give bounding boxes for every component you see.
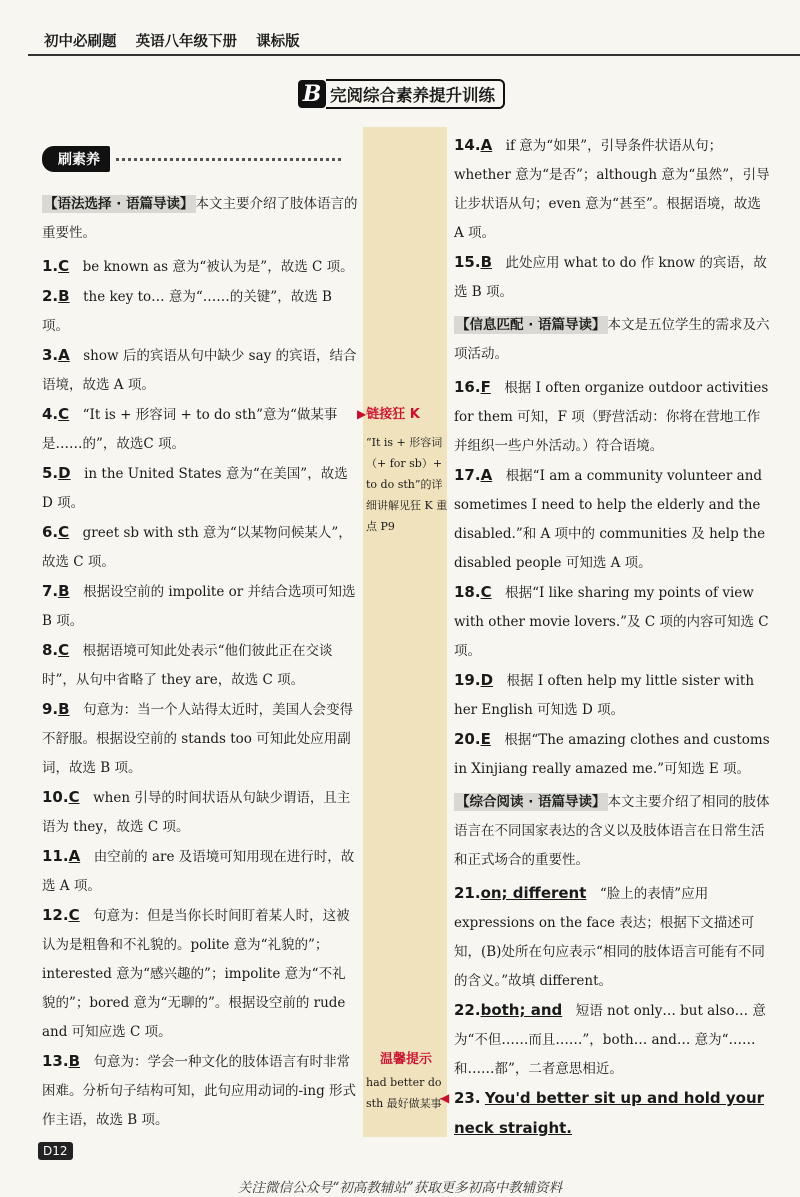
section-title-text: 完阅综合素养提升训练 [326, 79, 505, 109]
item-explanation: 根据“The amazing clothes and customs in Xinjiang really amazed me.”可知选 E 项。 [454, 732, 770, 777]
item-explanation: 根据“I am a community volunteer and sometimes I need to help the elderly and the disabled.”和 A 项中的 communities 及 help the disabled people 可知选 A 项。 [454, 468, 766, 571]
item-number: 7. [42, 582, 59, 600]
answer-item [454, 996, 772, 1084]
item-explanation: “脸上的表情”应用 expressions on the face 表达；根据下文描述可知，(B)处所在句应表示“相同的肢体语言可能有不同的含义。”故填 different。 [454, 886, 765, 989]
item-number: 22. [454, 1001, 481, 1019]
item-answer: D [58, 464, 71, 482]
link-note-text: “It is + 形容词（+ for sb）+ to do sth”的详细讲解见狂 K 重点 P9 [366, 436, 448, 533]
item-answer: B [58, 287, 70, 305]
right-answer-list-b [454, 373, 772, 784]
answer-item-23 [440, 1084, 772, 1144]
right-answer-list-c [454, 879, 772, 1084]
answer-item [42, 842, 358, 901]
item-explanation: 根据语境可知此处表示“他们彼此正在交谈时”，从句中省略了 they are，故选 C 项。 [42, 643, 333, 688]
answer-item [454, 131, 772, 248]
item-explanation: when 引导的时间状语从句缺少谓语，且主语为 they，故选 C 项。 [42, 790, 351, 835]
item-number: 14. [454, 136, 481, 154]
item-answer: C [58, 523, 70, 541]
answer-item [454, 578, 772, 666]
item-number: 5. [42, 464, 59, 482]
item-number: 18. [454, 583, 481, 601]
answer-item [42, 1047, 358, 1135]
item-answer: A [480, 466, 493, 484]
right-answer-list-a [454, 131, 772, 307]
item-number: 1. [42, 257, 59, 275]
side-note-strip [363, 127, 450, 1137]
item-explanation: 根据 I often help my little sister with her English 可知选 D 项。 [454, 673, 755, 718]
page-header [44, 30, 314, 51]
item-answer: E [480, 730, 491, 748]
item-explanation: the key to… 意为“……的关键”，故选 B 项。 [42, 289, 332, 334]
answer-item [42, 695, 358, 783]
book-name: 初中必刷题 [44, 34, 117, 50]
answer-item [454, 725, 772, 784]
skill-badge [42, 146, 341, 172]
answer-item [454, 879, 772, 996]
item-explanation: 句意为：但是当你长时间盯着某人时，这被认为是粗鲁和不礼貌的。polite 意为“礼貌的”；interested 意为“感兴趣的”；impolite 意为“不礼貌的”；bored 意为“无聊的”。根据设空前的 rude and 可知应选 C 项。 [42, 908, 350, 1040]
item-answer: A [480, 136, 493, 154]
item-number: 15. [454, 253, 481, 271]
skill-badge-label: 刷素养 [42, 146, 110, 172]
item-answer: B [68, 1052, 81, 1070]
item-answer: C [480, 583, 492, 601]
answer-item [42, 783, 358, 842]
answer-item [42, 459, 358, 518]
item-number: 20. [454, 730, 481, 748]
item-number: 9. [42, 700, 59, 718]
item-answer: both; and [480, 1001, 563, 1019]
left-column [42, 190, 358, 1135]
item-explanation: in the United States 意为“在美国”，故选 D 项。 [42, 466, 348, 511]
footer-text: 关注微信公众号“初高教辅站”获取更多初高中教辅资料 [237, 1180, 563, 1196]
item-answer: D [480, 671, 494, 689]
item-number: 19. [454, 671, 481, 689]
guide-tag: 【语法选择 · 语篇导读】 [44, 196, 194, 212]
left-answer-list [42, 252, 358, 1135]
item-explanation: 句意为：学会一种文化的肢体语言有时非常困难。分析句子结构可知，此句应用动词的-ing 形式作主语，故选 B 项。 [42, 1054, 357, 1128]
guide-tag: 【综合阅读 · 语篇导读】 [456, 794, 606, 810]
item-answer: B [58, 582, 70, 600]
link-note-label: 链接狂 K [366, 407, 420, 422]
item-answer: C [68, 788, 80, 806]
guide-text: 本文是五位学生的需求及六项活动。 [454, 317, 770, 362]
answer-item [42, 901, 358, 1047]
item-explanation: 短语 not only… but also… 意为“不但……而且……”，both… and… 意为“……和……都”，二者意思相近。 [454, 1003, 766, 1077]
item-explanation: 根据 I often organize outdoor activities for them 可知，F 项（野营活动：你将在营地工作并组织一些户外活动。）符合语境。 [454, 380, 769, 454]
guide-text: 本文主要介绍了肢体语言的重要性。 [42, 196, 358, 241]
item-number: 3. [42, 346, 59, 364]
subject-name: 英语八年级下册 [135, 34, 238, 50]
item-number: 10. [42, 788, 69, 806]
item-explanation: greet sb with sth 意为“以某物问候某人”，故选 C 项。 [42, 525, 352, 570]
answer-item [454, 461, 772, 578]
item-number: 12. [42, 906, 69, 924]
arrow-left-icon: ◀ [440, 1091, 450, 1105]
item-explanation: 由空前的 are 及语境可知用现在进行时，故选 A 项。 [42, 849, 355, 894]
link-note-title [357, 403, 420, 422]
item-number: 23. [454, 1089, 481, 1107]
answer-item [454, 248, 772, 307]
item-number: 13. [42, 1052, 69, 1070]
item-explanation: 根据设空前的 impolite or 并结合选项可知选 B 项。 [42, 584, 356, 629]
item-number: 4. [42, 405, 59, 423]
arrow-right-icon: ▶ [357, 407, 367, 421]
dotted-divider [116, 158, 341, 161]
answer-item [454, 373, 772, 461]
right-column [440, 131, 772, 1144]
item-number: 17. [454, 466, 481, 484]
item-number: 11. [42, 847, 69, 865]
item-answer: C [58, 405, 70, 423]
item-answer: on; different [480, 884, 587, 902]
item-explanation: “It is + 形容词 + to do sth”意为“做某事是……的”，故选C 项。 [42, 407, 338, 452]
item-number: 8. [42, 641, 59, 659]
page-number: D12 [38, 1142, 73, 1160]
tip-note-text: had better do sth 最好做某事 [366, 1076, 442, 1110]
answer-item [454, 666, 772, 725]
section-title [298, 80, 505, 108]
item-answer: B [58, 700, 70, 718]
item-answer: A [68, 847, 81, 865]
item-answer: B [480, 253, 493, 271]
item-number: 16. [454, 378, 481, 396]
header-rule [28, 54, 800, 56]
guide-grammar [42, 190, 358, 248]
item-explanation: 句意为：当一个人站得太近时，美国人会变得不舒服。根据设空前的 stands too 可知此处应用副词，故选 B 项。 [42, 702, 354, 776]
tip-note-title: 温馨提示 [380, 1052, 433, 1067]
item-answer: A [58, 346, 70, 364]
answer-item [42, 341, 358, 400]
answer-item [42, 282, 358, 341]
item-answer: C [58, 641, 70, 659]
answer-item [42, 252, 358, 282]
section-badge: B [298, 80, 326, 108]
item-explanation: be known as 意为“被认为是”，故选 C 项。 [82, 259, 354, 275]
item-explanation: 根据“I like sharing my points of view with other movie lovers.”及 C 项的内容可知选 C 项。 [454, 585, 769, 659]
answer-item [42, 518, 358, 577]
guide-text: 本文主要介绍了相同的肢体语言在不同国家表达的含义以及肢体语言在日常生活和正式场合的重要性。 [454, 794, 770, 868]
guide-reading [454, 788, 772, 875]
item-answer: C [58, 257, 70, 275]
answer-item [42, 577, 358, 636]
item-explanation: 此处应用 what to do 作 know 的宾语，故选 B 项。 [454, 255, 767, 300]
item-number: 6. [42, 523, 59, 541]
answer-item [42, 400, 358, 459]
guide-matching [454, 311, 772, 369]
guide-tag: 【信息匹配 · 语篇导读】 [456, 317, 606, 333]
item-answer: C [68, 906, 80, 924]
answer-item [42, 636, 358, 695]
item-answer: You'd better sit up and hold your neck straight. [454, 1089, 765, 1137]
item-number: 21. [454, 884, 481, 902]
item-answer: F [480, 378, 491, 396]
item-explanation: show 后的宾语从句中缺少 say 的宾语，结合语境，故选 A 项。 [42, 348, 357, 393]
item-explanation: if 意为“如果”，引导条件状语从句；whether 意为“是否”；although 意为“虽然”，引导让步状语从句；even 意为“甚至”。根据语境，故选 A 项。 [454, 138, 770, 241]
edition-name: 课标版 [256, 34, 300, 50]
item-number: 2. [42, 287, 59, 305]
